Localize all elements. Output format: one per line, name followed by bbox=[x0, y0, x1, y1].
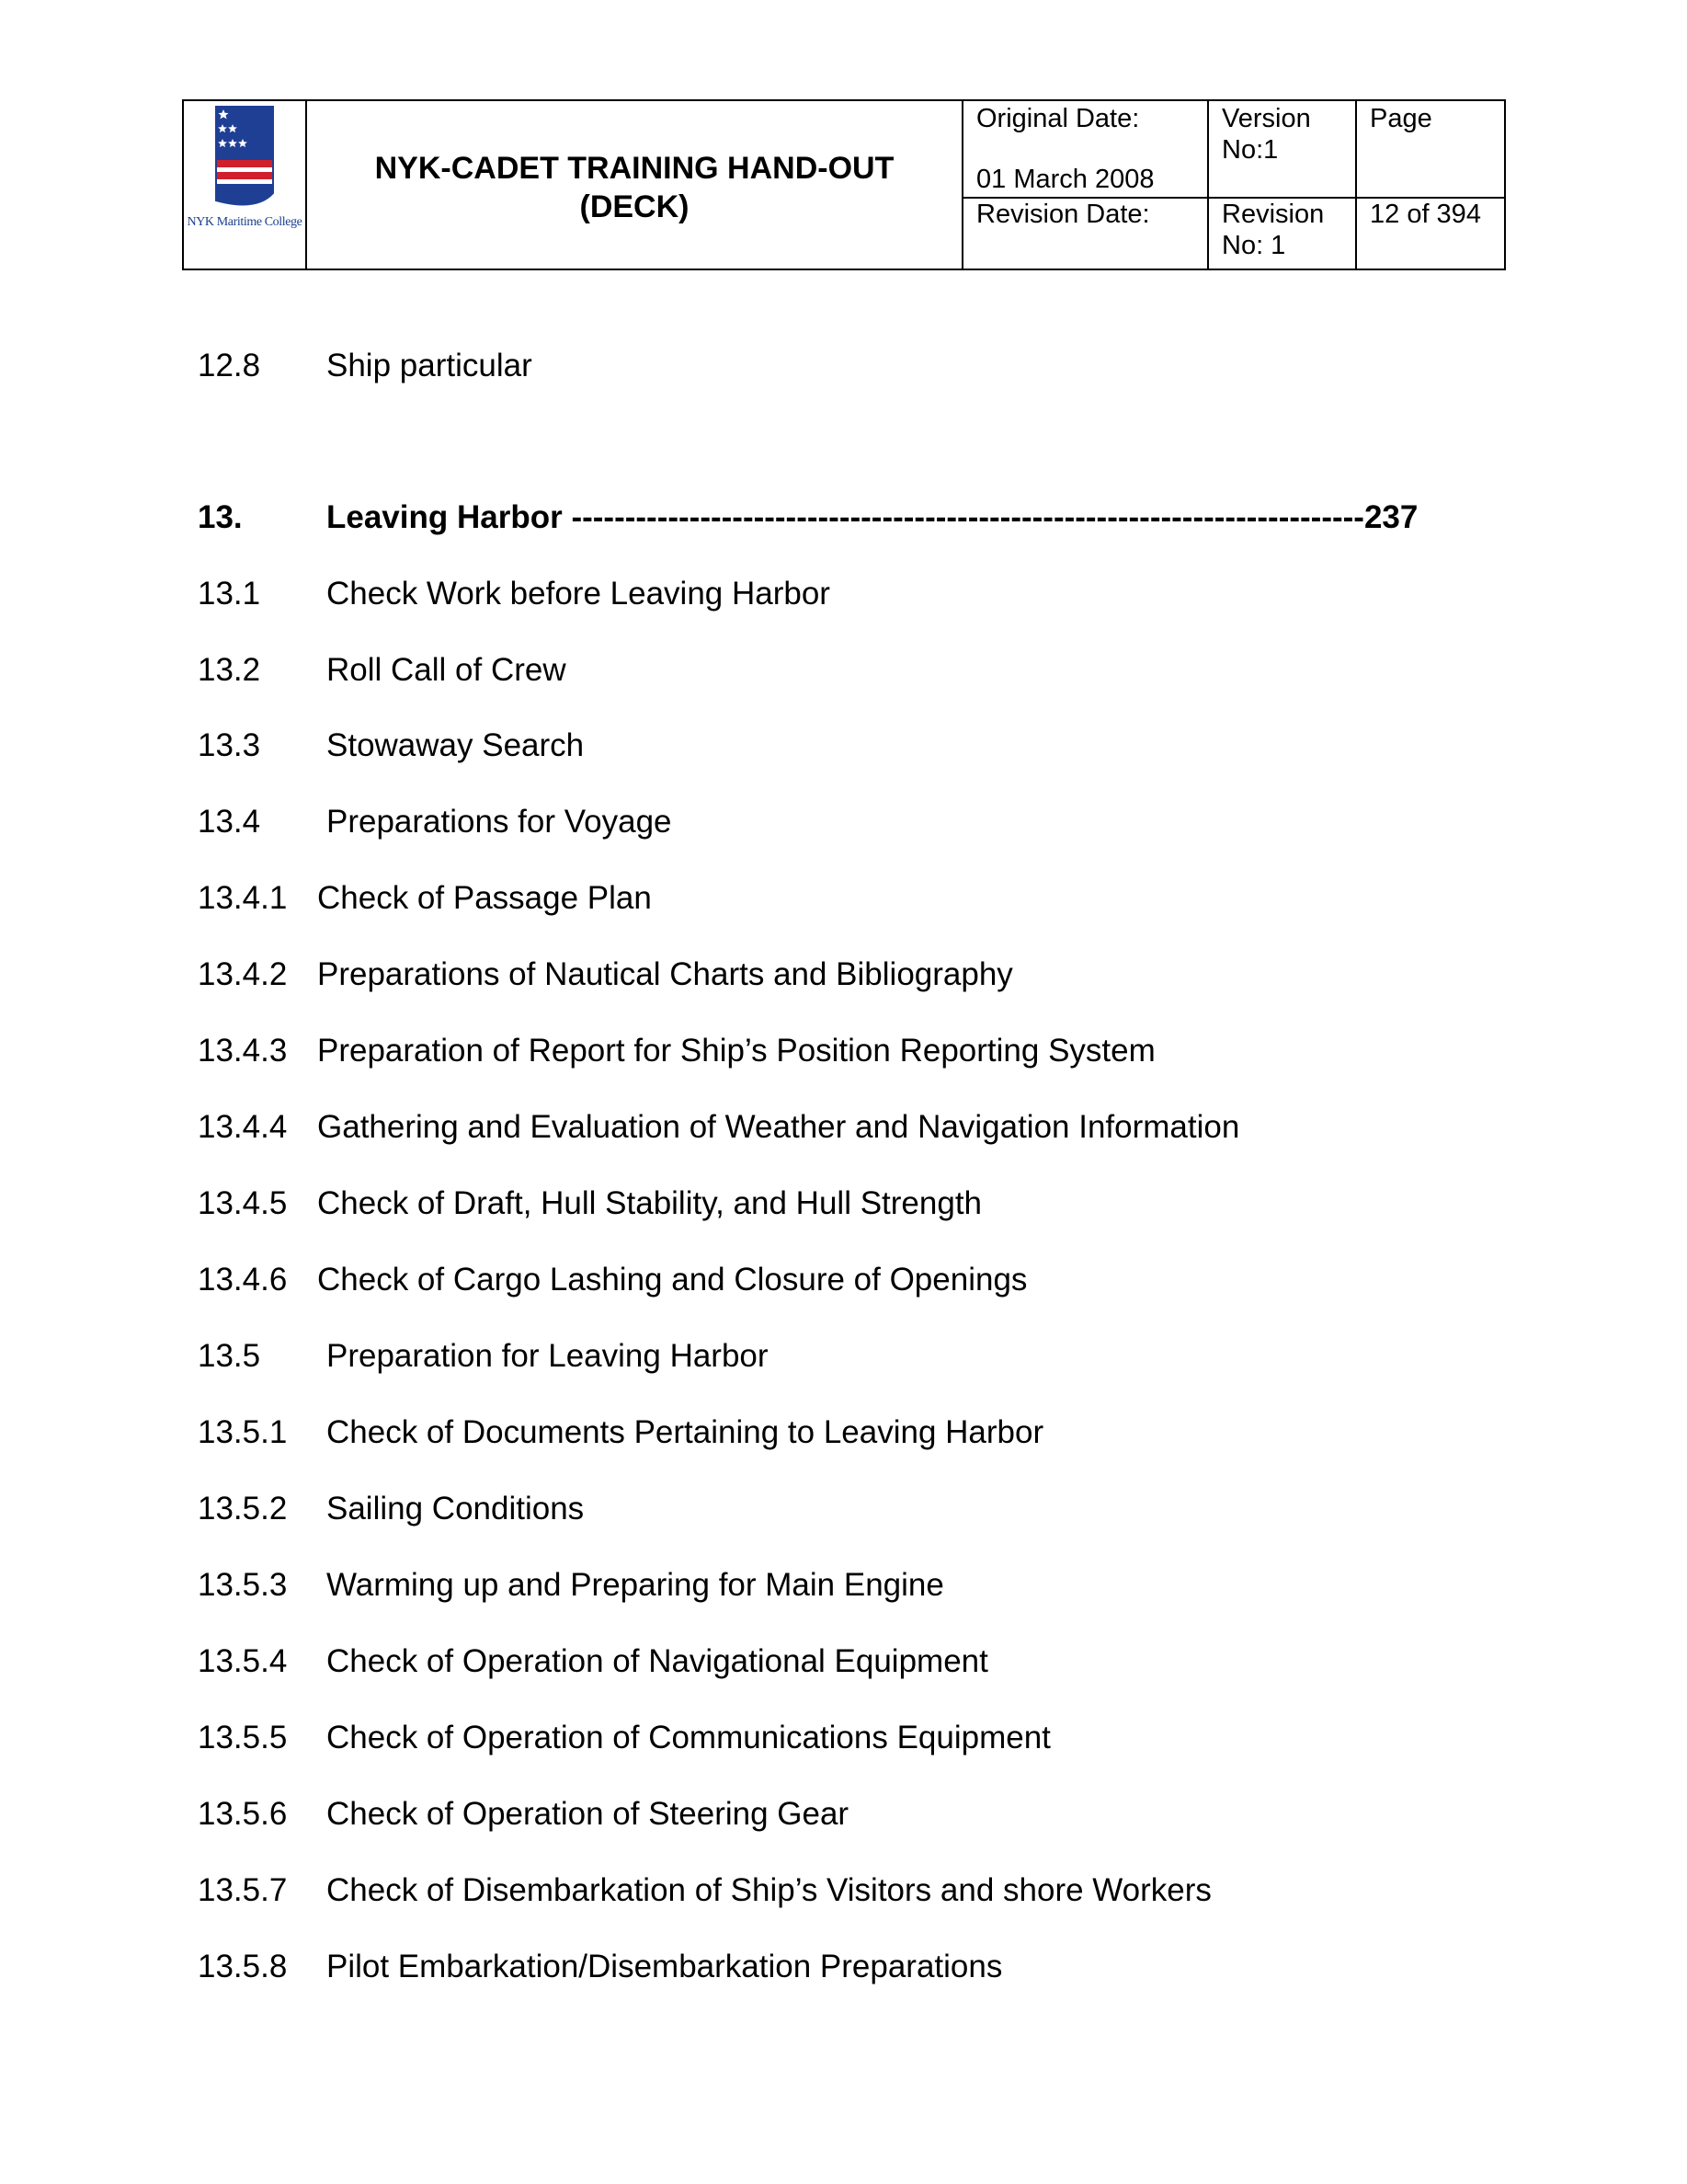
toc-item-title: Warming up and Preparing for Main Engine bbox=[326, 1567, 944, 1603]
toc-item-number: 13.5.8 bbox=[198, 1949, 288, 1984]
toc-section-entry bbox=[326, 499, 1418, 536]
toc-item-title: Check of Documents Pertaining to Leaving Harbor bbox=[326, 1414, 1044, 1450]
toc-item-number: 13.5 bbox=[198, 1338, 261, 1374]
toc-item-number: 12.8 bbox=[198, 348, 261, 383]
document-header-table bbox=[182, 99, 1506, 270]
toc-item-number: 13.4.1 bbox=[198, 880, 288, 916]
toc-item-title: Roll Call of Crew bbox=[326, 652, 566, 688]
toc-item-title: Check of Operation of Steering Gear bbox=[326, 1796, 849, 1832]
toc-section-leader: -------------------------------------------------------------------------- bbox=[571, 499, 1364, 535]
toc-item-number: 13.4.6 bbox=[198, 1262, 288, 1298]
toc-item-number: 13.5.6 bbox=[198, 1796, 288, 1832]
version-label: Version bbox=[1222, 104, 1311, 133]
logo-cell bbox=[184, 101, 305, 269]
toc-item-title: Ship particular bbox=[326, 348, 532, 383]
toc-item-number: 13.3 bbox=[198, 727, 261, 763]
revision-date-label: Revision Date: bbox=[976, 200, 1150, 229]
toc-item-title: Preparation of Report for Ship’s Position Reporting System bbox=[317, 1033, 1156, 1069]
toc-item-title: Check of Cargo Lashing and Closure of Openings bbox=[317, 1262, 1028, 1298]
toc-item-number: 13.2 bbox=[198, 652, 261, 688]
header-divider bbox=[1355, 101, 1357, 269]
toc-item-title: Gathering and Evaluation of Weather and Navigation Information bbox=[317, 1109, 1240, 1145]
toc-item-number: 13.5.5 bbox=[198, 1720, 288, 1755]
toc-section-title: Leaving Harbor bbox=[326, 499, 572, 535]
toc-item-title: Preparation for Leaving Harbor bbox=[326, 1338, 769, 1374]
toc-item-number: 13.5.1 bbox=[198, 1414, 288, 1450]
revision-number: No: 1 bbox=[1222, 231, 1286, 260]
toc-item-title: Stowaway Search bbox=[326, 727, 585, 763]
toc-item-title: Sailing Conditions bbox=[326, 1491, 585, 1527]
page-number: 12 of 394 bbox=[1370, 200, 1481, 229]
toc-item-title: Check of Draft, Hull Stability, and Hull Strength bbox=[317, 1185, 983, 1221]
document-title bbox=[307, 101, 962, 269]
toc-item-number: 13.4 bbox=[198, 804, 261, 840]
header-divider bbox=[1207, 101, 1209, 269]
toc-item-title: Check of Operation of Communications Equipment bbox=[326, 1720, 1051, 1755]
nyk-maritime-college-logo bbox=[214, 105, 275, 212]
toc-item-number: 13.5.4 bbox=[198, 1643, 288, 1679]
toc-item-number: 13.5.3 bbox=[198, 1567, 288, 1603]
toc-section-number: 13. bbox=[198, 499, 243, 535]
toc-item-number: 13.4.5 bbox=[198, 1185, 288, 1221]
version-number: No:1 bbox=[1222, 135, 1279, 165]
toc-section-page: 237 bbox=[1363, 499, 1419, 535]
original-date-value: 01 March 2008 bbox=[976, 165, 1155, 194]
toc-item-number: 13.5.2 bbox=[198, 1491, 288, 1527]
toc-item-number: 13.1 bbox=[198, 576, 261, 612]
toc-item-number: 13.5.7 bbox=[198, 1872, 288, 1908]
header-divider bbox=[962, 101, 963, 269]
toc-item-number: 13.4.4 bbox=[198, 1109, 288, 1145]
document-title-line1: NYK-CADET TRAINING HAND-OUT bbox=[374, 151, 895, 186]
toc-item-title: Check of Operation of Navigational Equipment bbox=[326, 1643, 988, 1679]
logo-caption: NYK Maritime College bbox=[187, 215, 302, 229]
toc-item-number: 13.4.2 bbox=[198, 956, 288, 992]
toc-item-title: Preparations of Nautical Charts and Bibliography bbox=[317, 956, 1013, 992]
original-date-label: Original Date: bbox=[976, 104, 1140, 133]
toc-item-title: Check Work before Leaving Harbor bbox=[326, 576, 830, 612]
page-label: Page bbox=[1370, 104, 1432, 133]
revision-label: Revision bbox=[1222, 200, 1325, 229]
document-title-line2: (DECK) bbox=[579, 189, 690, 224]
toc-item-title: Pilot Embarkation/Disembarkation Preparations bbox=[326, 1949, 1003, 1984]
toc-item-title: Check of Disembarkation of Ship’s Visitors and shore Workers bbox=[326, 1872, 1212, 1908]
toc-item-title: Preparations for Voyage bbox=[326, 804, 672, 840]
toc-item-title: Check of Passage Plan bbox=[317, 880, 652, 916]
toc-item-number: 13.4.3 bbox=[198, 1033, 288, 1069]
